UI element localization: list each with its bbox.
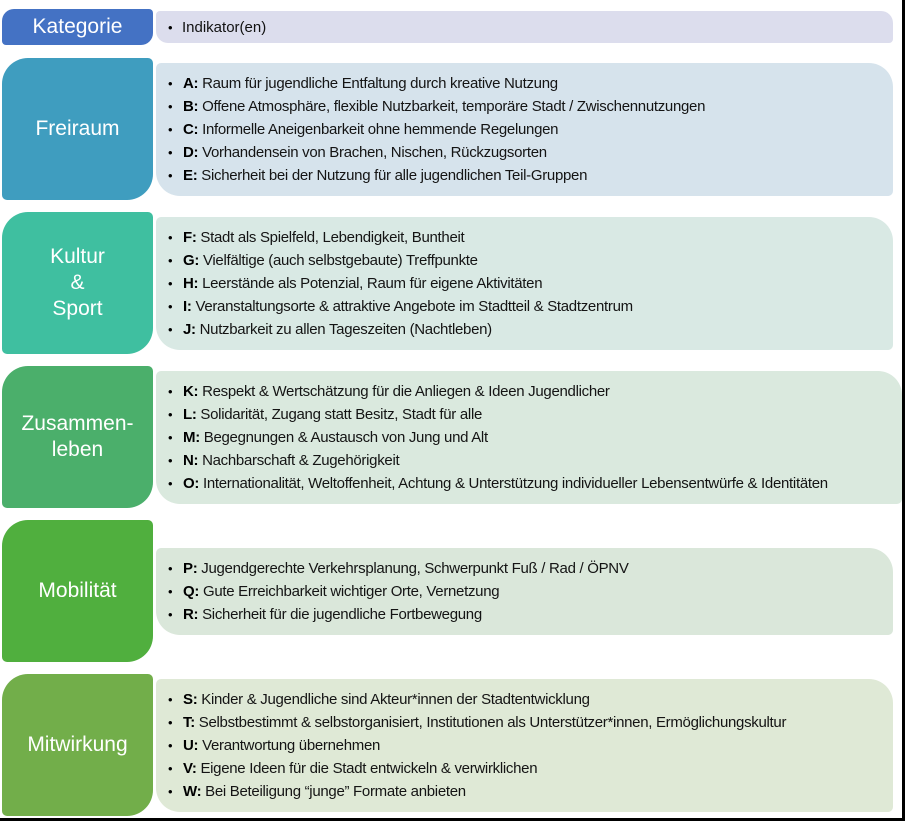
bullet-icon: • <box>168 252 173 268</box>
indicator-key: N: <box>183 451 199 469</box>
category-rows <box>2 58 902 816</box>
header-row <box>2 9 902 45</box>
bullet-icon: • <box>168 452 173 468</box>
indicator-item <box>168 603 885 626</box>
indicator-cell <box>156 679 893 812</box>
category-row <box>2 366 902 508</box>
indicator-text: Leerstände als Potenzial, Raum für eigene Aktivitäten <box>198 274 543 292</box>
indicator-text: Nachbarschaft & Zugehörigkeit <box>198 451 400 469</box>
bullet-icon: • <box>168 760 173 776</box>
bullet-icon: • <box>168 229 173 245</box>
indicator-text: Jugendgerechte Verkehrsplanung, Schwerpunkt Fuß / Rad / ÖPNV <box>197 559 629 577</box>
category-row <box>2 520 902 662</box>
indicator-item <box>168 118 885 141</box>
indicator-item <box>168 72 885 95</box>
bullet-icon: • <box>168 475 173 491</box>
indicator-item <box>168 403 894 426</box>
indicator-item <box>168 757 885 780</box>
category-row <box>2 212 902 354</box>
indicator-item <box>168 249 885 272</box>
category-label: Kultur & Sport <box>50 245 105 320</box>
category-row <box>2 58 902 200</box>
category-cell-2 <box>2 212 153 354</box>
indicator-key: E: <box>183 166 198 184</box>
bullet-icon: • <box>168 583 173 599</box>
indicator-key: R: <box>183 605 199 623</box>
indicator-item <box>168 141 885 164</box>
indicator-key: V: <box>183 759 197 777</box>
indicator-column-header <box>156 11 893 43</box>
indicator-item <box>168 734 885 757</box>
indicator-text: Sicherheit bei der Nutzung für alle jugendlichen Teil-Gruppen <box>197 166 588 184</box>
indicator-text: Respekt & Wertschätzung für die Anliegen & Ideen Jugendlicher <box>198 382 610 400</box>
category-column-header: Kategorie <box>2 9 153 45</box>
indicator-item <box>168 95 885 118</box>
indicator-text: Gute Erreichbarkeit wichtiger Orte, Vernetzung <box>199 582 500 600</box>
bullet-icon: • <box>168 383 173 399</box>
indicator-key: W: <box>183 782 202 800</box>
indicator-key: D: <box>183 143 199 161</box>
indicator-item <box>168 449 894 472</box>
indicator-text: Offene Atmosphäre, flexible Nutzbarkeit, temporäre Stadt / Zwischennutzungen <box>198 97 706 115</box>
indicator-item <box>168 780 885 803</box>
indicator-text: Vorhandensein von Brachen, Nischen, Rückzugsorten <box>198 143 547 161</box>
indicator-item <box>168 580 885 603</box>
bullet-icon: • <box>168 75 173 91</box>
indicator-key: F: <box>183 228 197 246</box>
indicator-list <box>168 688 885 803</box>
indicator-text: Kinder & Jugendliche sind Akteur*innen der Stadtentwicklung <box>197 690 590 708</box>
indicator-item <box>168 295 885 318</box>
category-cell-5 <box>2 674 153 816</box>
bullet-icon: • <box>168 121 173 137</box>
bullet-icon: • <box>168 560 173 576</box>
indicator-item <box>168 272 885 295</box>
indicator-cell <box>156 548 893 635</box>
indicator-text: Stadt als Spielfeld, Lebendigkeit, Buntheit <box>196 228 465 246</box>
indicator-key: Q: <box>183 582 200 600</box>
indicator-text: Raum für jugendliche Entfaltung durch kreative Nutzung <box>198 74 558 92</box>
indicator-text: Solidarität, Zugang statt Besitz, Stadt für alle <box>196 405 483 423</box>
indicator-key: L: <box>183 405 197 423</box>
bullet-icon: • <box>168 406 173 422</box>
indicator-key: K: <box>183 382 199 400</box>
indicator-cell <box>156 63 893 196</box>
bullet-icon: • <box>168 144 173 160</box>
bullet-icon: • <box>168 429 173 445</box>
indicator-key: A: <box>183 74 199 92</box>
indicator-cell <box>156 371 902 504</box>
bullet-icon: • <box>168 714 173 730</box>
indicator-item <box>168 426 894 449</box>
bullet-icon: • <box>168 298 173 314</box>
indicator-item <box>168 318 885 341</box>
category-label: Zusammen- leben <box>21 412 134 461</box>
indicator-text: Bei Beteiligung “junge” Formate anbieten <box>201 782 466 800</box>
indicator-list <box>168 380 894 495</box>
indicator-item <box>168 472 894 495</box>
indicator-key: T: <box>183 713 195 731</box>
category-label: Mobilität <box>38 579 117 602</box>
indicator-list <box>168 557 885 626</box>
indicator-text: Verantwortung übernehmen <box>198 736 381 754</box>
indicator-text: Eigene Ideen für die Stadt entwickeln & verwirklichen <box>196 759 538 777</box>
indicator-list <box>168 226 885 341</box>
indicator-key: C: <box>183 120 199 138</box>
indicator-list <box>168 72 885 187</box>
indicator-key: M: <box>183 428 200 446</box>
indicator-text: Veranstaltungsorte & attraktive Angebote im Stadtteil & Stadtzentrum <box>191 297 633 315</box>
indicator-key: H: <box>183 274 199 292</box>
indicator-text: Sicherheit für die jugendliche Fortbewegung <box>198 605 482 623</box>
category-label: Freiraum <box>35 117 120 140</box>
indicator-text: Begegnungen & Austausch von Jung und Alt <box>199 428 488 446</box>
indicator-text: Internationalität, Weltoffenheit, Achtung & Unterstützung individueller Lebensentwürfe & Identitäten <box>199 474 828 492</box>
category-cell-4 <box>2 520 153 662</box>
indicator-item <box>168 688 885 711</box>
indicator-item <box>168 711 885 734</box>
bullet-icon: • <box>168 19 173 35</box>
bullet-icon: • <box>168 783 173 799</box>
indicator-text: Vielfältige (auch selbstgebaute) Treffpunkte <box>199 251 478 269</box>
indicator-item <box>168 557 885 580</box>
indicator-item <box>168 380 894 403</box>
indicator-key: P: <box>183 559 198 577</box>
indicator-key: G: <box>183 251 200 269</box>
bullet-icon: • <box>168 98 173 114</box>
bullet-icon: • <box>168 737 173 753</box>
indicator-header-label: Indikator(en) <box>182 18 267 36</box>
indicator-key: I: <box>183 297 192 315</box>
indicator-key: B: <box>183 97 199 115</box>
indicator-key: U: <box>183 736 199 754</box>
indicator-key: O: <box>183 474 200 492</box>
bullet-icon: • <box>168 321 173 337</box>
bullet-icon: • <box>168 606 173 622</box>
indicator-text: Nutzbarkeit zu allen Tageszeiten (Nachtleben) <box>195 320 492 338</box>
bullet-icon: • <box>168 691 173 707</box>
category-label: Mitwirkung <box>27 733 128 756</box>
indicator-cell <box>156 217 893 350</box>
category-row <box>2 674 902 816</box>
category-cell-3 <box>2 366 153 508</box>
indicator-text: Informelle Aneigenbarkeit ohne hemmende Regelungen <box>198 120 559 138</box>
indicator-text: Selbstbestimmt & selbstorganisiert, Institutionen als Unterstützer*innen, Ermöglichungskultur <box>194 713 787 731</box>
indicator-key: S: <box>183 690 198 708</box>
indicator-item <box>168 164 885 187</box>
bullet-icon: • <box>168 275 173 291</box>
category-cell-1 <box>2 58 153 200</box>
indicator-item <box>168 226 885 249</box>
bullet-icon: • <box>168 167 173 183</box>
indicator-key: J: <box>183 320 196 338</box>
